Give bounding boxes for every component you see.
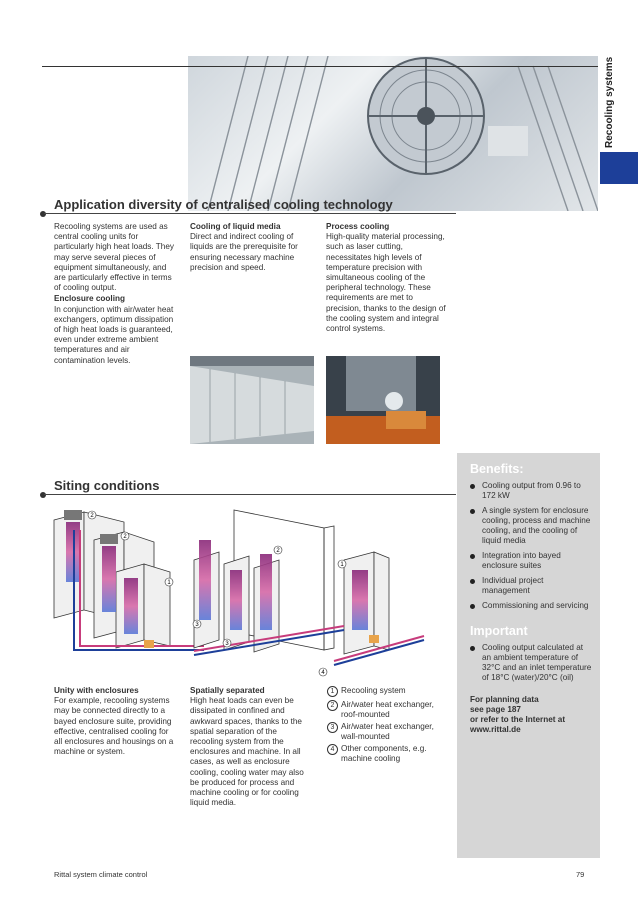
legend-text: Other components, e.g. machine cooling [341, 744, 427, 763]
planning-line: For planning data [470, 695, 539, 704]
unity-text: For example, recooling systems may be connected directly to a bayed enclosure suite, providing effective, centralised cooling for all enclosures and housings on a machine or system. [54, 696, 174, 757]
legend-number: 2 [327, 700, 338, 711]
heading-rule [44, 213, 456, 214]
planning-line: see page 187 [470, 705, 521, 714]
benefit-item: Commissioning and servicing [470, 601, 592, 611]
svg-text:1: 1 [167, 580, 171, 586]
important-title: Important [470, 624, 528, 638]
application-heading: Application diversity of centralised cooling technology [54, 197, 393, 212]
process-cooling-text: High-quality material processing, such as laser cutting, necessitates high levels of temperature precision with simultaneous cooling of the peripheral technology. These requirements are met to precision, thanks to the design of the cooling system and integral control systems. [326, 232, 446, 334]
section-tab [600, 152, 638, 184]
legend-text: Air/water heat exchanger, wall-mounted [341, 722, 434, 741]
legend-text: Air/water heat exchanger, roof-mounted [341, 700, 434, 719]
svg-text:3: 3 [195, 622, 199, 628]
unity-title: Unity with enclosures [54, 686, 139, 695]
separated-text: High heat loads can even be dissipated in confined and awkward spaces, thanks to the spatial separation of the recooling system from the enclosures and machine. In all cases, as well as enclosure cooling, cooling water may also be produced for process and machine cooling or for cooling liquid media. [190, 696, 304, 808]
top-rule [42, 66, 598, 67]
liquid-media-title: Cooling of liquid media [190, 222, 281, 231]
benefits-panel [457, 453, 600, 858]
hero-photo [188, 56, 598, 211]
legend-item [327, 722, 452, 742]
siting-heading: Siting conditions [54, 478, 160, 493]
enclosure-cooling-text: In conjunction with air/water heat exchangers, optimum dissipation of high heat loads is guaranteed, even under extreme ambient temperatures and air contamination levels. [54, 304, 174, 365]
benefit-item: A single system for enclosure cooling, process and machine cooling, and the cooling of liquid media [470, 506, 592, 546]
legend-item [327, 744, 452, 764]
legend-item [327, 686, 452, 696]
legend-item [327, 700, 452, 720]
legend-number: 3 [327, 722, 338, 733]
important-item: Cooling output calculated at an ambient temperature of 32°C and an inlet temperature of 18°C (water)/20°C (oil) [470, 643, 592, 683]
benefits-list [470, 481, 592, 616]
footer-title: Rittal system climate control [54, 870, 148, 879]
svg-text:4: 4 [321, 670, 325, 676]
svg-text:2: 2 [276, 548, 280, 554]
col1-intro: Recooling systems are used as central cooling units for particularly high heat loads. They may serve several pieces of equipment simultaneously, and are particularly effective in terms of cooling output. [54, 222, 175, 293]
benefit-item: Individual project management [470, 576, 592, 596]
laser-cutting-photo [326, 356, 440, 444]
page-number: 79 [576, 870, 585, 879]
svg-text:3: 3 [225, 641, 229, 647]
website-link[interactable]: www.rittal.de [470, 725, 521, 734]
section-label: Recooling systems [604, 56, 615, 148]
planning-note [470, 695, 595, 735]
benefits-title: Benefits: [470, 462, 524, 476]
planning-line: or refer to the Internet at [470, 715, 566, 724]
process-cooling-title: Process cooling [326, 222, 390, 231]
application-col1 [54, 222, 176, 366]
siting-rule [44, 494, 456, 495]
important-list [470, 643, 592, 688]
svg-text:1: 1 [340, 562, 344, 568]
separated-title: Spatially separated [190, 686, 265, 695]
siting-col1 [54, 686, 174, 757]
legend-number: 1 [327, 686, 338, 697]
application-col3 [326, 222, 448, 334]
liquid-media-text: Direct and indirect cooling of liquids are the prerequisite for ensuring necessary machine precision and speed. [190, 232, 298, 272]
svg-text:2: 2 [90, 513, 94, 519]
benefit-item: Cooling output from 0.96 to 172 kW [470, 481, 592, 501]
enclosure-suite-photo [190, 356, 314, 444]
application-col2 [190, 222, 310, 273]
enclosure-cooling-title: Enclosure cooling [54, 294, 125, 304]
siting-bullet [40, 492, 46, 498]
siting-col2 [190, 686, 312, 808]
legend-text: Recooling system [341, 686, 406, 695]
svg-text:2: 2 [123, 534, 127, 540]
legend-number: 4 [327, 744, 338, 755]
siting-diagram [44, 500, 456, 682]
diagram-legend [327, 686, 452, 776]
benefit-item: Integration into bayed enclosure suites [470, 551, 592, 571]
heading-bullet [40, 211, 46, 217]
